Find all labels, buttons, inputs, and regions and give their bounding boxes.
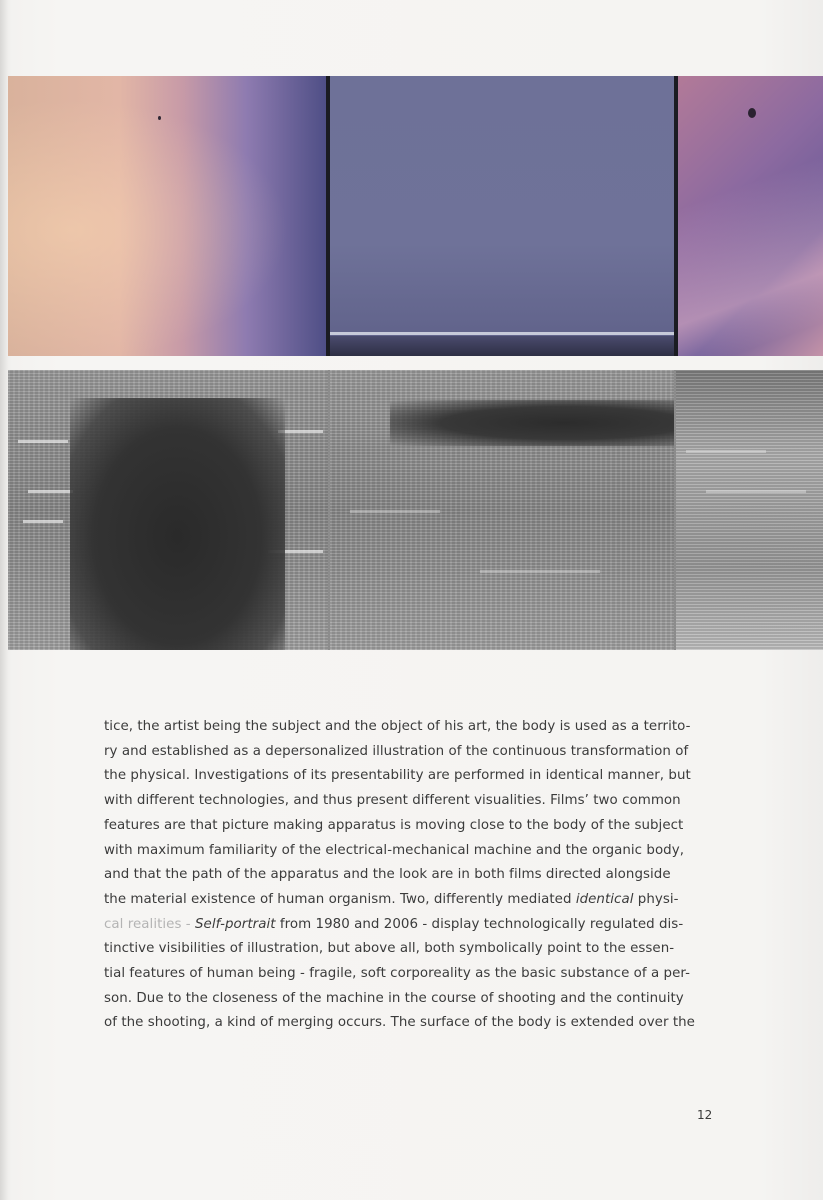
text-line: with maximum familiarity of the electrical-mechanical machine and the organic body, — [104, 842, 685, 858]
film-still-1 — [8, 76, 326, 356]
text-line: tinctive visibilities of illustration, but above all, both symbolically point to the essen- — [104, 941, 675, 957]
page-number: 12 — [697, 1108, 713, 1122]
italic-title: Self-portrait — [194, 916, 276, 932]
ultrasound-still-3 — [676, 370, 823, 650]
text-line: tice, the artist being the subject and the object of his art, the body is used as a territo- — [104, 719, 691, 734]
ultrasound-still-2 — [330, 370, 674, 650]
text-line: with different technologies, and thus present different visualities. Films’ two common — [104, 793, 681, 809]
page-spine-shadow — [0, 0, 8, 1200]
film-still-2 — [330, 76, 674, 356]
film-still-3 — [678, 76, 823, 356]
text-line: tial features of human being - fragile, soft corporeality as the basic substance of a per- — [104, 966, 690, 982]
text-line: ry and established as a depersonalized illustration of the continuous transformation of — [104, 743, 689, 759]
text-line: of the shooting, a kind of merging occurs. The surface of the body is extended over the — [104, 1015, 695, 1031]
text-line: cal realities - Self-portrait from 1980 and 2006 - display technologically regulated dis- — [104, 916, 684, 932]
ultrasound-stills-strip — [8, 370, 823, 650]
body-paragraph — [104, 715, 694, 1036]
ultrasound-dark-band — [390, 400, 674, 446]
text-line: the physical. Investigations of its presentability are performed in identical manner, but — [104, 768, 691, 784]
italic-term: identical — [575, 891, 634, 907]
film-stills-strip — [8, 76, 823, 356]
text-line: the material existence of human organism. Two, differently mediated identical physi- — [104, 891, 679, 907]
text-line: features are that picture making apparatus is moving close to the body of the subject — [104, 817, 684, 833]
text-line: son. Due to the closeness of the machine in the course of shooting and the continuity — [104, 990, 684, 1006]
ultrasound-dark-region — [70, 398, 285, 650]
ultrasound-still-1 — [8, 370, 328, 650]
text-line: and that the path of the apparatus and the look are in both films directed alongside — [104, 867, 671, 883]
film-scratch-line — [330, 332, 674, 335]
